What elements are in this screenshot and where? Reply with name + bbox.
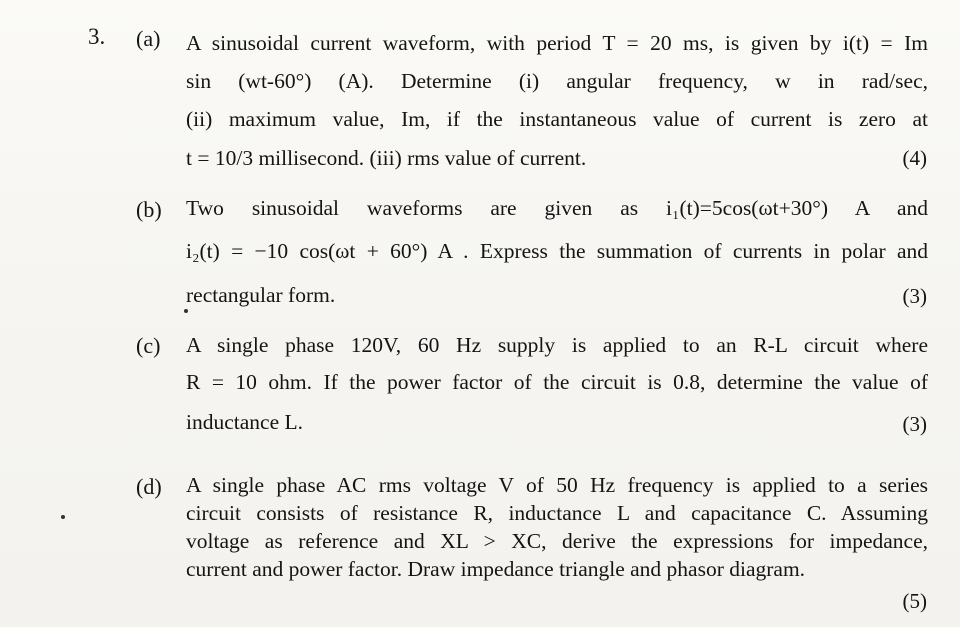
part-d-line-1: A single phase AC rms voltage V of 50 Hz frequency is applied to a series — [186, 473, 928, 497]
paper-speck — [61, 515, 65, 519]
part-d-label: (d) — [136, 474, 162, 499]
part-c-marks: (3) — [902, 412, 927, 436]
part-a-line-2: sin (wt-60°) (A). Determine (i) angular frequency, w in rad/sec, — [186, 69, 928, 93]
paper-speck — [184, 309, 188, 313]
part-b-marks: (3) — [902, 284, 927, 308]
part-c-label: (c) — [136, 333, 161, 358]
part-b-line-2: i₂(t) = −10 cos(ωt + 60°) A . Express the summation of currents in polar and — [186, 239, 928, 263]
part-d-marks: (5) — [902, 589, 927, 613]
question-number: 3. — [88, 24, 106, 49]
part-b-line-3: rectangular form. — [186, 283, 336, 307]
part-c-line-1: A single phase 120V, 60 Hz supply is applied to an R-L circuit where — [186, 333, 928, 357]
part-d-line-4: current and power factor. Draw impedance triangle and phasor diagram. — [186, 557, 806, 581]
part-a-line-1: A sinusoidal current waveform, with period T = 20 ms, is given by i(t) = Im — [186, 31, 928, 55]
part-a-marks: (4) — [902, 146, 927, 170]
part-d-line-2: circuit consists of resistance R, inductance L and capacitance C. Assuming — [186, 501, 928, 525]
part-a-line-4: t = 10/3 millisecond. (iii) rms value of current. — [186, 146, 587, 170]
part-c-line-2: R = 10 ohm. If the power factor of the circuit is 0.8, determine the value of — [186, 370, 928, 394]
part-a-label: (a) — [136, 26, 161, 51]
part-a-line-3: (ii) maximum value, Im, if the instantaneous value of current is zero at — [186, 107, 928, 131]
part-d-line-3: voltage as reference and XL > XC, derive the expressions for impedance, — [186, 529, 928, 553]
part-b-line-1: Two sinusoidal waveforms are given as i₁(t)=5cos(ωt+30°) A and — [186, 196, 928, 220]
part-c-line-3: inductance L. — [186, 410, 304, 434]
part-b-label: (b) — [136, 197, 162, 222]
